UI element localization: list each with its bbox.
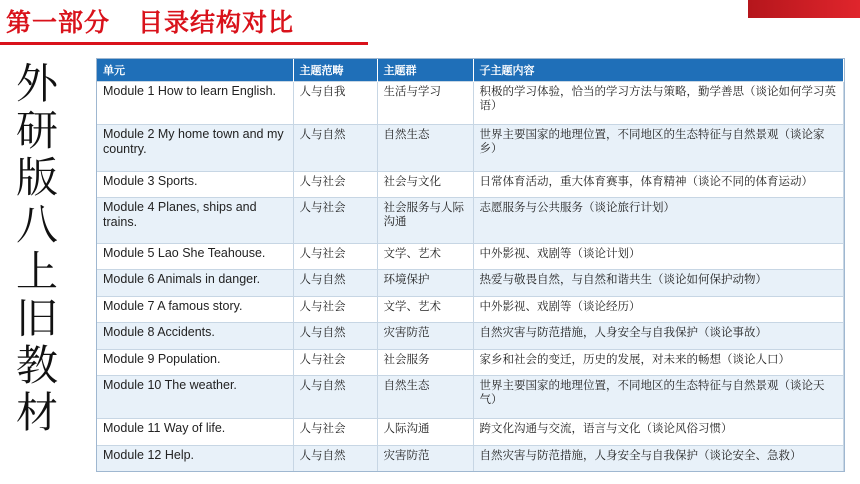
cell-content: 积极的学习体验，恰当的学习方法与策略，勤学善思（谈论如何学习英语） (473, 82, 844, 125)
side-label (2, 60, 72, 436)
cell-scope: 人与自然 (293, 323, 377, 349)
title-part: 第一部分 (6, 8, 111, 37)
column-header-unit: 单元 (97, 59, 293, 82)
cell-unit: Module 3 Sports. (97, 171, 293, 197)
table-row (97, 445, 844, 471)
title-main: 目录结构对比 (138, 8, 295, 37)
cell-unit: Module 1 How to learn English. (97, 82, 293, 125)
side-char: 旧 (15, 294, 58, 343)
cell-group: 社会服务 (377, 349, 473, 375)
table-row (97, 419, 844, 445)
table-row (97, 349, 844, 375)
cell-scope: 人与社会 (293, 171, 377, 197)
table-header-row (97, 59, 844, 82)
column-header-content: 子主题内容 (473, 59, 844, 82)
cell-scope: 人与自然 (293, 445, 377, 471)
cell-content: 世界主要国家的地理位置，不同地区的生态特征与自然景观（谈论天气） (473, 375, 844, 418)
side-char: 上 (15, 247, 58, 296)
cell-unit: Module 4 Planes, ships and trains. (97, 197, 293, 243)
cell-scope: 人与社会 (293, 296, 377, 322)
cell-scope: 人与自然 (293, 375, 377, 418)
cell-unit: Module 7 A famous story. (97, 296, 293, 322)
cell-group: 社会与文化 (377, 171, 473, 197)
cell-group: 文学、艺术 (377, 244, 473, 270)
cell-content: 跨文化沟通与交流，语言与文化（谈论风俗习惯） (473, 419, 844, 445)
table-row (97, 197, 844, 243)
table-body (97, 82, 844, 472)
cell-scope: 人与社会 (293, 197, 377, 243)
title-underline (0, 42, 368, 45)
table-row (97, 375, 844, 418)
cell-group: 灾害防范 (377, 323, 473, 349)
cell-content: 志愿服务与公共服务（谈论旅行计划） (473, 197, 844, 243)
cell-content: 世界主要国家的地理位置，不同地区的生态特征与自然景观（谈论家乡） (473, 125, 844, 171)
side-char: 教 (15, 341, 58, 390)
cell-unit: Module 11 Way of life. (97, 419, 293, 445)
table-row (97, 244, 844, 270)
table-row (97, 270, 844, 296)
cell-unit: Module 8 Accidents. (97, 323, 293, 349)
cell-group: 自然生态 (377, 375, 473, 418)
cell-group: 自然生态 (377, 125, 473, 171)
corner-accent-bar (748, 0, 860, 18)
cell-group: 灾害防范 (377, 445, 473, 471)
cell-scope: 人与自我 (293, 82, 377, 125)
cell-group: 生活与学习 (377, 82, 473, 125)
cell-group: 环境保护 (377, 270, 473, 296)
cell-scope: 人与自然 (293, 270, 377, 296)
table-row (97, 125, 844, 171)
cell-content: 自然灾害与防范措施，人身安全与自我保护（谈论事故） (473, 323, 844, 349)
side-char: 版 (15, 153, 58, 202)
cell-content: 日常体育活动，重大体育赛事，体育精神（谈论不同的体育运动） (473, 171, 844, 197)
side-char: 研 (15, 106, 58, 155)
cell-group: 人际沟通 (377, 419, 473, 445)
page-title (6, 4, 294, 42)
cell-group: 文学、艺术 (377, 296, 473, 322)
cell-unit: Module 5 Lao She Teahouse. (97, 244, 293, 270)
column-header-scope: 主题范畴 (293, 59, 377, 82)
cell-group: 社会服务与人际沟通 (377, 197, 473, 243)
cell-scope: 人与自然 (293, 125, 377, 171)
table-row (97, 323, 844, 349)
cell-unit: Module 9 Population. (97, 349, 293, 375)
cell-content: 中外影视、戏剧等（谈论经历） (473, 296, 844, 322)
cell-scope: 人与社会 (293, 349, 377, 375)
cell-content: 自然灾害与防范措施，人身安全与自我保护（谈论安全、急救） (473, 445, 844, 471)
cell-content: 中外影视、戏剧等（谈论计划） (473, 244, 844, 270)
cell-content: 家乡和社会的变迁，历史的发展，对未来的畅想（谈论人口） (473, 349, 844, 375)
cell-scope: 人与社会 (293, 419, 377, 445)
table-row (97, 171, 844, 197)
cell-content: 热爱与敬畏自然，与自然和谐共生（谈论如何保护动物） (473, 270, 844, 296)
cell-unit: Module 12 Help. (97, 445, 293, 471)
side-char: 八 (15, 200, 58, 249)
side-char: 材 (15, 388, 58, 437)
cell-unit: Module 6 Animals in danger. (97, 270, 293, 296)
table-row (97, 296, 844, 322)
cell-scope: 人与社会 (293, 244, 377, 270)
table-row (97, 82, 844, 125)
cell-unit: Module 10 The weather. (97, 375, 293, 418)
curriculum-table (96, 58, 845, 472)
side-char: 外 (15, 59, 58, 108)
column-header-group: 主题群 (377, 59, 473, 82)
cell-unit: Module 2 My home town and my country. (97, 125, 293, 171)
